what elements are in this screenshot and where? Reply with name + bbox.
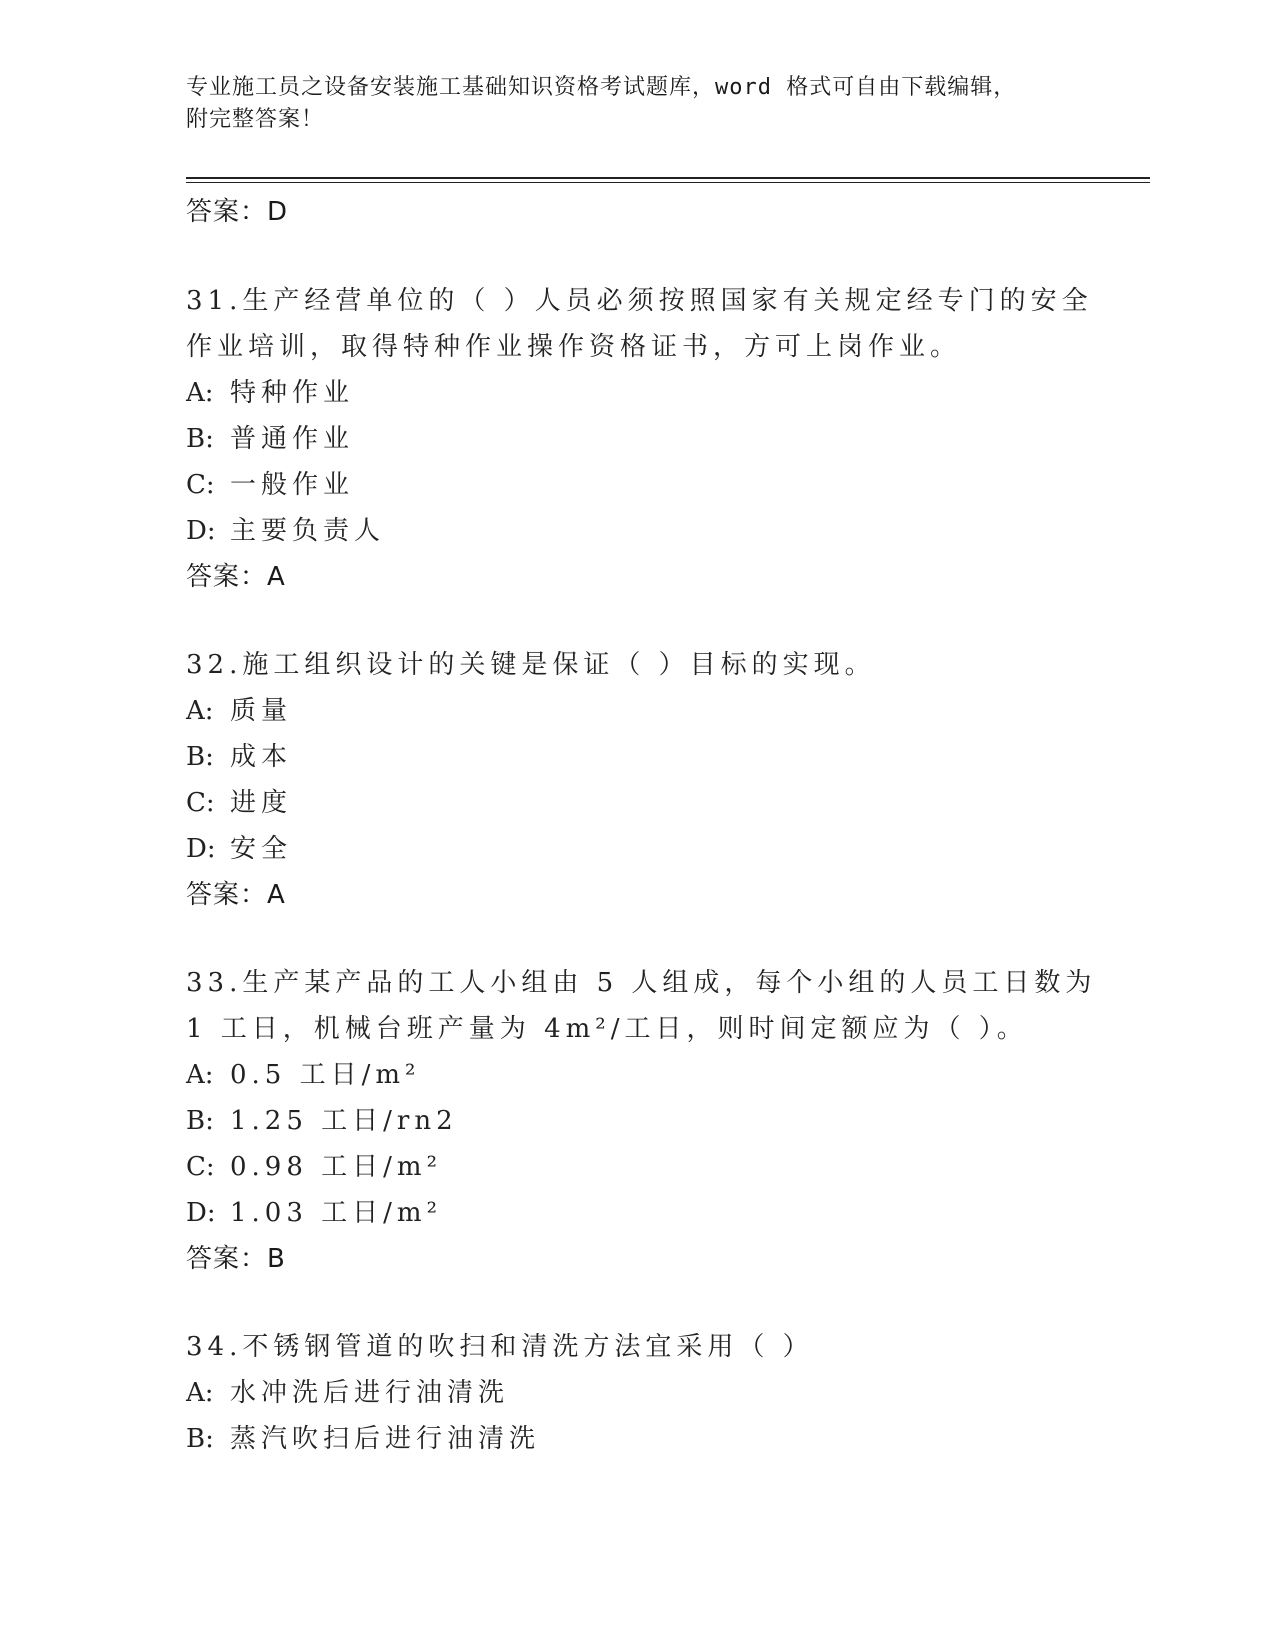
option-letter: C: bbox=[186, 788, 215, 818]
option-letter: B: bbox=[186, 1106, 214, 1136]
previous-answer: 答案：D bbox=[186, 197, 289, 227]
question-32 bbox=[186, 642, 1106, 918]
option-b bbox=[186, 1416, 1106, 1462]
question-answer: 答案：A bbox=[186, 562, 286, 592]
option-letter: A: bbox=[186, 1378, 214, 1408]
option-c bbox=[186, 1144, 1106, 1190]
option-d bbox=[186, 508, 1106, 554]
option-c bbox=[186, 780, 1106, 826]
option-letter: B: bbox=[186, 1424, 214, 1454]
option-text: 1.25 工日/rn2 bbox=[230, 1106, 458, 1136]
option-text: 安全 bbox=[230, 834, 293, 864]
option-a bbox=[186, 688, 1106, 734]
question-stem: 32.施工组织设计的关键是保证（ ）目标的实现。 bbox=[186, 650, 876, 680]
option-letter: C: bbox=[186, 1152, 215, 1182]
header-divider bbox=[186, 177, 1150, 183]
option-text: 主要负责人 bbox=[230, 516, 386, 546]
option-letter: B: bbox=[186, 424, 214, 454]
question-stem: 31.生产经营单位的（ ）人员必须按照国家有关规定经专门的安全作业培训，取得特种作业操作资格证书，方可上岗作业。 bbox=[186, 286, 1093, 362]
option-text: 0.5 工日/m² bbox=[230, 1060, 421, 1090]
option-text: 成本 bbox=[230, 742, 293, 772]
option-letter: D: bbox=[186, 834, 216, 864]
option-letter: C: bbox=[186, 470, 215, 500]
option-d bbox=[186, 826, 1106, 872]
option-text: 一般作业 bbox=[230, 470, 355, 500]
option-text: 普通作业 bbox=[230, 424, 355, 454]
question-answer: 答案：A bbox=[186, 880, 286, 910]
option-a bbox=[186, 370, 1106, 416]
option-letter: A: bbox=[186, 378, 214, 408]
option-b bbox=[186, 1098, 1106, 1144]
option-letter: B: bbox=[186, 742, 214, 772]
question-stem: 33.生产某产品的工人小组由 5 人组成，每个小组的人员工日数为 1 工日，机械台班产量为 4m²/工日，则时间定额应为（ ）。 bbox=[186, 968, 1097, 1044]
option-text: 蒸汽吹扫后进行油清洗 bbox=[230, 1424, 541, 1454]
option-letter: A: bbox=[186, 1060, 214, 1090]
question-list bbox=[186, 188, 1106, 1462]
option-letter: D: bbox=[186, 516, 216, 546]
option-text: 1.03 工日/m² bbox=[230, 1198, 442, 1228]
option-letter: D: bbox=[186, 1198, 216, 1228]
question-stem: 34.不锈钢管道的吹扫和清洗方法宜采用（ ） bbox=[186, 1332, 814, 1362]
option-letter: A: bbox=[186, 696, 214, 726]
option-text: 质量 bbox=[230, 696, 293, 726]
option-b bbox=[186, 416, 1106, 462]
question-answer: 答案：B bbox=[186, 1244, 286, 1274]
header-note bbox=[186, 72, 1086, 136]
option-a bbox=[186, 1052, 1106, 1098]
option-c bbox=[186, 462, 1106, 508]
question-33 bbox=[186, 960, 1106, 1282]
header-note-line-1: 专业施工员之设备安装施工基础知识资格考试题库，word 格式可自由下载编辑， bbox=[186, 75, 1017, 100]
option-d bbox=[186, 1190, 1106, 1236]
question-31 bbox=[186, 278, 1106, 600]
option-a bbox=[186, 1370, 1106, 1416]
question-34 bbox=[186, 1324, 1106, 1462]
option-text: 水冲洗后进行油清洗 bbox=[230, 1378, 510, 1408]
header-note-line-2: 附完整答案！ bbox=[186, 107, 325, 132]
option-text: 0.98 工日/m² bbox=[230, 1152, 442, 1182]
option-text: 进度 bbox=[230, 788, 293, 818]
option-b bbox=[186, 734, 1106, 780]
option-text: 特种作业 bbox=[230, 378, 355, 408]
